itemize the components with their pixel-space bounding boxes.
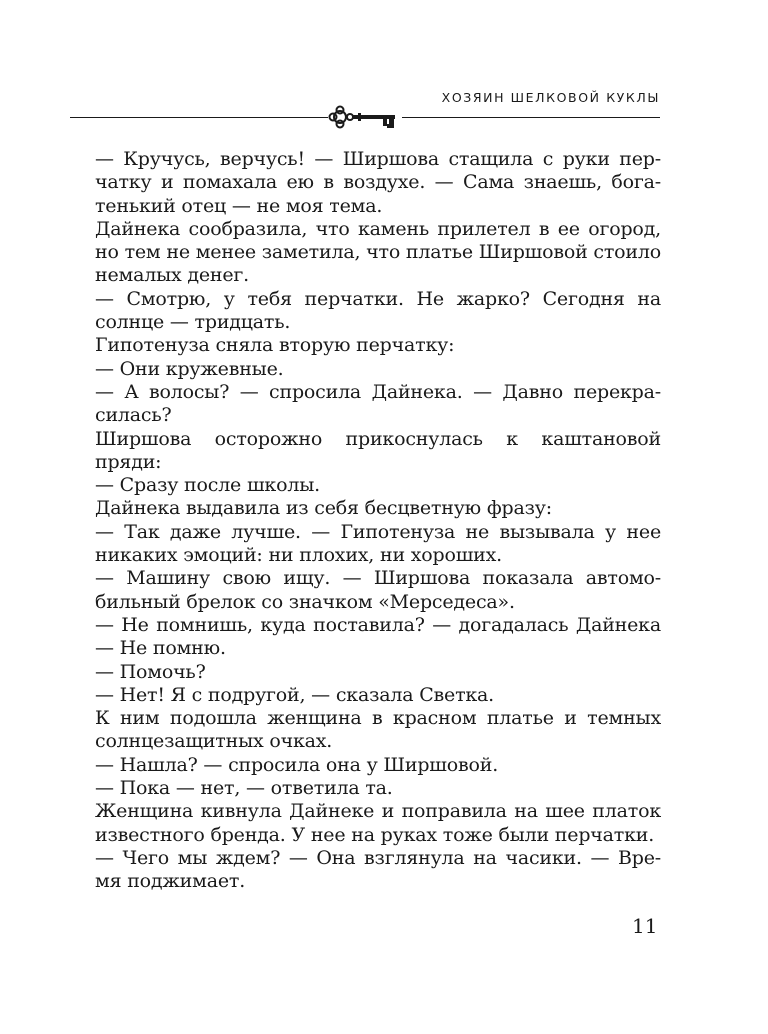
running-title: ХОЗЯИН ШЕЛКОВОЙ КУКЛЫ <box>441 90 660 105</box>
text-line: К ним подошла женщина в красном платье и темных <box>95 707 661 730</box>
text-line: — Помочь? <box>95 660 206 683</box>
text-line: немалых денег. <box>95 264 250 287</box>
text-line: — Смотрю, у тебя перчатки. Не жарко? Сегодня на <box>95 287 661 310</box>
text-line: Ширшова осторожно прикоснулась к каштановой <box>95 427 661 450</box>
text-line: — Чего мы ждем? — Она взглянула на часики. — Вре- <box>95 846 661 869</box>
key-ornament-icon <box>328 104 402 130</box>
text-line: бильный брелок со значком «Мерседеса». <box>95 590 515 613</box>
text-line: — Машину свою ищу. — Ширшова показала автомо- <box>95 567 661 590</box>
text-line: — Не помню. <box>95 637 226 660</box>
text-line: солнцезащитных очках. <box>95 730 333 753</box>
text-line: но тем не менее заметила, что платье Ширшовой стоило <box>95 241 661 264</box>
text-line: — Кручусь, верчусь! — Ширшова стащила с руки пер- <box>95 148 661 170</box>
text-line: чатку и помахала ею в воздухе. — Сама знаешь, бога- <box>95 171 661 194</box>
text-line: — Нет! Я с подругой, — сказала Светка. <box>95 683 495 706</box>
page-number: 11 <box>632 914 658 938</box>
text-line: тенький отец — не моя тема. <box>95 194 383 217</box>
page-body-text <box>95 148 661 894</box>
text-line: силась? <box>95 404 172 427</box>
text-line: известного бренда. У нее на руках тоже были перчатки. <box>95 823 655 846</box>
text-line: никаких эмоций: ни плохих, ни хороших. <box>95 544 502 567</box>
text-line: Дайнека сообразила, что камень прилетел в ее огород, <box>95 217 661 240</box>
text-line: — Не помнишь, куда поставила? — догадалась Дайнека <box>95 613 661 636</box>
text-line: — Сразу после школы. <box>95 474 320 497</box>
text-line: Женщина кивнула Дайнеке и поправила на шее платок <box>95 800 661 823</box>
text-line: солнце — тридцать. <box>95 311 291 334</box>
text-line: мя поджимает. <box>95 870 246 893</box>
text-line: — А волосы? — спросила Дайнека. — Давно перекра- <box>95 380 661 403</box>
text-line: пряди: <box>95 450 162 473</box>
text-line: — Они кружевные. <box>95 357 284 380</box>
text-line: — Так даже лучше. — Гипотенуза не вызывала у нее <box>95 520 661 543</box>
text-line: — Нашла? — спросила она у Ширшовой. <box>95 753 499 776</box>
text-line: Дайнека выдавила из себя бесцветную фразу: <box>95 497 552 520</box>
text-line: — Пока — нет, — ответила та. <box>95 777 393 800</box>
text-line: Гипотенуза сняла вторую перчатку: <box>95 334 455 357</box>
